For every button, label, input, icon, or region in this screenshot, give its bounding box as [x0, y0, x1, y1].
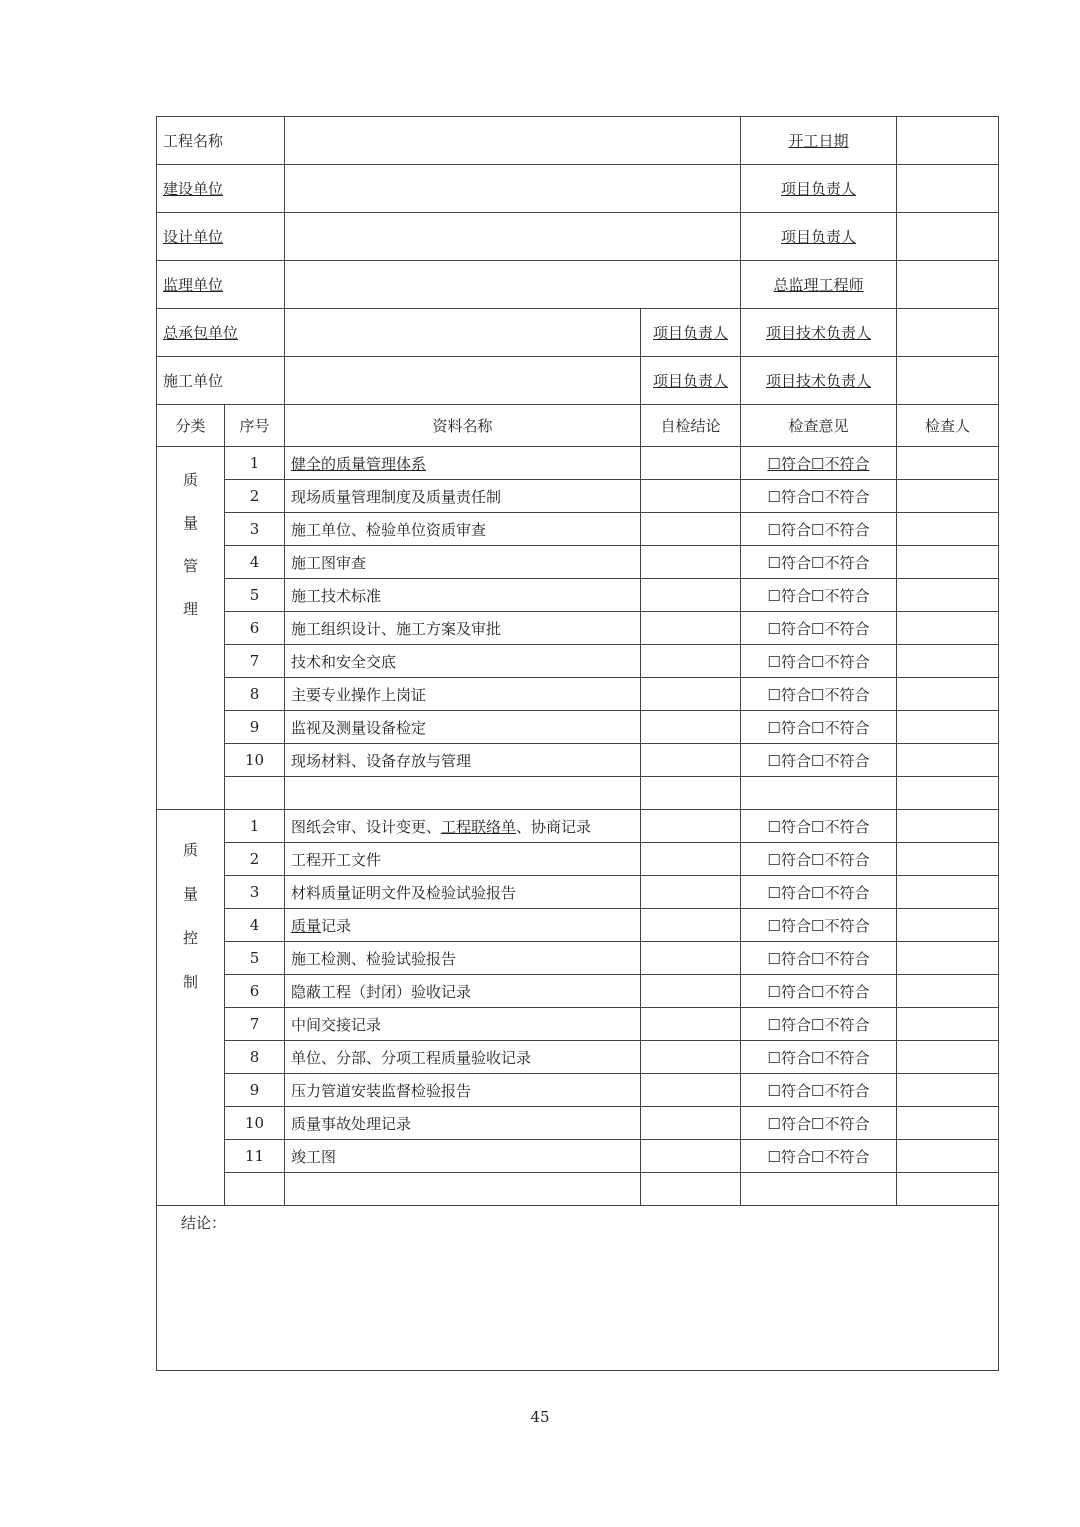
inspection-form-table [156, 116, 999, 1371]
self-check-cell[interactable] [641, 843, 741, 876]
self-check-cell[interactable] [641, 1041, 741, 1074]
item-name: 施工检测、检验试验报告 [285, 942, 641, 975]
self-check-cell[interactable] [641, 1008, 741, 1041]
item-no: 8 [225, 1041, 285, 1074]
inspector-cell[interactable] [897, 1041, 999, 1074]
opinion-checkboxes[interactable]: ☐符合☐不符合 [741, 678, 897, 711]
inspector-cell[interactable] [897, 843, 999, 876]
opinion-checkboxes[interactable]: ☐符合☐不符合 [741, 876, 897, 909]
inspector-cell[interactable] [897, 975, 999, 1008]
opinion-checkboxes[interactable]: ☐符合☐不符合 [741, 546, 897, 579]
self-check-cell[interactable] [641, 480, 741, 513]
item-name: 健全的质量管理体系 [285, 447, 641, 480]
table-row [157, 1074, 999, 1107]
inspector-cell[interactable] [897, 513, 999, 546]
construction-unit-value[interactable] [285, 357, 641, 405]
self-check-cell[interactable] [641, 546, 741, 579]
design-manager-value[interactable] [897, 213, 999, 261]
header-row-supervision [157, 261, 999, 309]
col-opinion: 检查意见 [741, 405, 897, 447]
empty-cell[interactable] [741, 777, 897, 810]
item-name: 质量记录 [285, 909, 641, 942]
category-quality-control: 质 量 控 制 [157, 810, 225, 1206]
inspector-cell[interactable] [897, 1107, 999, 1140]
table-row [157, 546, 999, 579]
header-row-construction [157, 357, 999, 405]
item-no: 10 [225, 744, 285, 777]
supervision-unit-label: 监理单位 [157, 261, 285, 309]
item-name: 施工技术标准 [285, 579, 641, 612]
supervision-unit-value[interactable] [285, 261, 741, 309]
item-no: 8 [225, 678, 285, 711]
inspector-cell[interactable] [897, 1074, 999, 1107]
item-no: 11 [225, 1140, 285, 1173]
header-row-project-name [157, 117, 999, 165]
inspector-cell[interactable] [897, 711, 999, 744]
opinion-checkboxes[interactable]: ☐符合☐不符合 [741, 1008, 897, 1041]
table-row [157, 1041, 999, 1074]
item-name: 材料质量证明文件及检验试验报告 [285, 876, 641, 909]
chief-supervisor-value[interactable] [897, 261, 999, 309]
item-name: 工程开工文件 [285, 843, 641, 876]
conclusion-label: 结论： [181, 1214, 227, 1232]
owner-unit-label: 建设单位 [157, 165, 285, 213]
col-inspector: 检查人 [897, 405, 999, 447]
cu-manager-label: 项目负责人 [641, 357, 741, 405]
opinion-checkboxes[interactable]: ☐符合☐不符合 [741, 942, 897, 975]
item-no: 1 [225, 447, 285, 480]
item-no: 9 [225, 711, 285, 744]
opinion-checkboxes[interactable]: ☐符合☐不符合 [741, 744, 897, 777]
inspector-cell[interactable] [897, 810, 999, 843]
inspector-cell[interactable] [897, 612, 999, 645]
general-contractor-value[interactable] [285, 309, 641, 357]
table-row [157, 711, 999, 744]
inspector-cell[interactable] [897, 876, 999, 909]
opinion-checkboxes[interactable]: ☐符合☐不符合 [741, 645, 897, 678]
inspector-cell[interactable] [897, 909, 999, 942]
self-check-cell[interactable] [641, 810, 741, 843]
self-check-cell[interactable] [641, 744, 741, 777]
table-row [157, 612, 999, 645]
item-name: 施工图审查 [285, 546, 641, 579]
gc-tech-manager-label: 项目技术负责人 [741, 309, 897, 357]
category-quality-management: 质 量 管 理 [157, 447, 225, 810]
conclusion-row [157, 1206, 999, 1371]
table-row [157, 1008, 999, 1041]
table-row [157, 843, 999, 876]
item-no: 5 [225, 579, 285, 612]
item-no: 2 [225, 843, 285, 876]
table-row [157, 513, 999, 546]
project-name-label: 工程名称 [157, 117, 285, 165]
self-check-cell[interactable] [641, 612, 741, 645]
table-row [157, 942, 999, 975]
self-check-cell[interactable] [641, 942, 741, 975]
item-name: 单位、分部、分项工程质量验收记录 [285, 1041, 641, 1074]
opinion-checkboxes[interactable]: ☐符合☐不符合 [741, 447, 897, 480]
general-contractor-label: 总承包单位 [157, 309, 285, 357]
item-no: 1 [225, 810, 285, 843]
col-self-check: 自检结论 [641, 405, 741, 447]
opinion-checkboxes[interactable]: ☐符合☐不符合 [741, 1074, 897, 1107]
gc-tech-manager-value[interactable] [897, 309, 999, 357]
item-no: 6 [225, 975, 285, 1008]
inspector-cell[interactable] [897, 546, 999, 579]
empty-cell[interactable] [897, 777, 999, 810]
item-no: 2 [225, 480, 285, 513]
self-check-cell[interactable] [641, 678, 741, 711]
item-no: 9 [225, 1074, 285, 1107]
self-check-cell[interactable] [641, 447, 741, 480]
opinion-checkboxes[interactable]: ☐符合☐不符合 [741, 513, 897, 546]
empty-cell[interactable] [225, 777, 285, 810]
table-row [157, 645, 999, 678]
item-name: 主要专业操作上岗证 [285, 678, 641, 711]
table-row [157, 447, 999, 480]
empty-cell[interactable] [225, 1173, 285, 1206]
self-check-cell[interactable] [641, 909, 741, 942]
self-check-cell[interactable] [641, 711, 741, 744]
col-name: 资料名称 [285, 405, 641, 447]
conclusion-field[interactable] [157, 1206, 999, 1371]
opinion-checkboxes[interactable]: ☐符合☐不符合 [741, 579, 897, 612]
item-name: 施工组织设计、施工方案及审批 [285, 612, 641, 645]
page-number: 45 [530, 1408, 550, 1426]
item-no: 3 [225, 513, 285, 546]
self-check-cell[interactable] [641, 1107, 741, 1140]
item-name: 中间交接记录 [285, 1008, 641, 1041]
item-name: 现场质量管理制度及质量责任制 [285, 480, 641, 513]
gc-manager-label: 项目负责人 [641, 309, 741, 357]
cu-tech-manager-label: 项目技术负责人 [741, 357, 897, 405]
inspector-cell[interactable] [897, 1140, 999, 1173]
table-row-empty [157, 777, 999, 810]
inspector-cell[interactable] [897, 1008, 999, 1041]
item-name: 现场材料、设备存放与管理 [285, 744, 641, 777]
design-unit-value[interactable] [285, 213, 741, 261]
design-manager-label: 项目负责人 [741, 213, 897, 261]
header-row-design [157, 213, 999, 261]
item-no: 5 [225, 942, 285, 975]
self-check-cell[interactable] [641, 513, 741, 546]
table-row [157, 810, 999, 843]
table-row [157, 909, 999, 942]
table-row [157, 975, 999, 1008]
table-row [157, 678, 999, 711]
owner-manager-label: 项目负责人 [741, 165, 897, 213]
column-header-row [157, 405, 999, 447]
empty-cell[interactable] [641, 1173, 741, 1206]
cu-tech-manager-value[interactable] [897, 357, 999, 405]
item-name: 施工单位、检验单位资质审查 [285, 513, 641, 546]
construction-unit-label: 施工单位 [157, 357, 285, 405]
owner-manager-value[interactable] [897, 165, 999, 213]
opinion-checkboxes[interactable]: ☐符合☐不符合 [741, 1140, 897, 1173]
item-name: 技术和安全交底 [285, 645, 641, 678]
start-date-label: 开工日期 [741, 117, 897, 165]
empty-cell[interactable] [741, 1173, 897, 1206]
self-check-cell[interactable] [641, 876, 741, 909]
item-no: 10 [225, 1107, 285, 1140]
table-row [157, 579, 999, 612]
table-row [157, 876, 999, 909]
inspector-cell[interactable] [897, 480, 999, 513]
inspector-cell[interactable] [897, 579, 999, 612]
col-category: 分类 [157, 405, 225, 447]
owner-unit-value[interactable] [285, 165, 741, 213]
table-row [157, 744, 999, 777]
item-name: 隐蔽工程（封闭）验收记录 [285, 975, 641, 1008]
opinion-checkboxes[interactable]: ☐符合☐不符合 [741, 612, 897, 645]
opinion-checkboxes[interactable]: ☐符合☐不符合 [741, 909, 897, 942]
inspector-cell[interactable] [897, 942, 999, 975]
item-name: 竣工图 [285, 1140, 641, 1173]
inspector-cell[interactable] [897, 645, 999, 678]
item-name: 图纸会审、设计变更、工程联络单、协商记录 [285, 810, 641, 843]
item-name: 压力管道安装监督检验报告 [285, 1074, 641, 1107]
empty-cell[interactable] [285, 1173, 641, 1206]
item-no: 3 [225, 876, 285, 909]
self-check-cell[interactable] [641, 579, 741, 612]
opinion-checkboxes[interactable]: ☐符合☐不符合 [741, 711, 897, 744]
opinion-checkboxes[interactable]: ☐符合☐不符合 [741, 810, 897, 843]
item-no: 4 [225, 909, 285, 942]
item-no: 4 [225, 546, 285, 579]
self-check-cell[interactable] [641, 1074, 741, 1107]
chief-supervisor-label: 总监理工程师 [741, 261, 897, 309]
header-row-general-contractor [157, 309, 999, 357]
project-name-value[interactable] [285, 117, 741, 165]
empty-cell[interactable] [897, 1173, 999, 1206]
item-no: 6 [225, 612, 285, 645]
item-name: 质量事故处理记录 [285, 1107, 641, 1140]
self-check-cell[interactable] [641, 975, 741, 1008]
col-seq: 序号 [225, 405, 285, 447]
opinion-checkboxes[interactable]: ☐符合☐不符合 [741, 975, 897, 1008]
opinion-checkboxes[interactable]: ☐符合☐不符合 [741, 1107, 897, 1140]
table-row [157, 1140, 999, 1173]
self-check-cell[interactable] [641, 645, 741, 678]
self-check-cell[interactable] [641, 1140, 741, 1173]
opinion-checkboxes[interactable]: ☐符合☐不符合 [741, 843, 897, 876]
opinion-checkboxes[interactable]: ☐符合☐不符合 [741, 480, 897, 513]
design-unit-label: 设计单位 [157, 213, 285, 261]
table-row [157, 1107, 999, 1140]
item-no: 7 [225, 1008, 285, 1041]
item-no: 7 [225, 645, 285, 678]
inspector-cell[interactable] [897, 447, 999, 480]
empty-cell[interactable] [285, 777, 641, 810]
start-date-value[interactable] [897, 117, 999, 165]
opinion-checkboxes[interactable]: ☐符合☐不符合 [741, 1041, 897, 1074]
item-name: 监视及测量设备检定 [285, 711, 641, 744]
empty-cell[interactable] [641, 777, 741, 810]
header-row-owner [157, 165, 999, 213]
inspector-cell[interactable] [897, 744, 999, 777]
table-row [157, 480, 999, 513]
table-row-empty [157, 1173, 999, 1206]
inspector-cell[interactable] [897, 678, 999, 711]
